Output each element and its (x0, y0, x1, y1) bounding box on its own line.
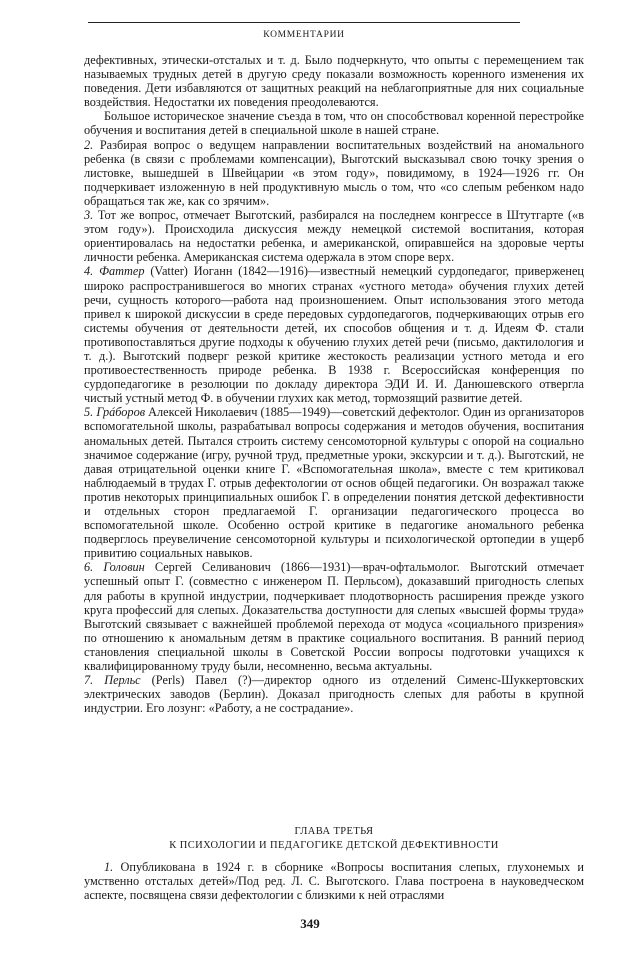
chapter-body (84, 860, 584, 902)
note-name: Перльс (104, 673, 141, 688)
chapter-subtitle: К ПСИХОЛОГИИ И ПЕДАГОГИКЕ ДЕТСКОЙ ДЕФЕКТИВНОСТИ (169, 840, 499, 851)
note-text: Алексей Николаевич (1885—1949)—советский дефектолог. Один из организаторов вспомогательной школы, разрабатывал вопросы содержания и методов обучения, воспитания аномальных детей. Пытался строить систему сенсомоторной культуры с опорой на социально значимое содержание (игру, ручной труд, предметные уроки, экскурсии и т. д.). Выготский, не давая отрицательной оценки книге Г. «Вспомогательная школа», вместе с тем критиковал наблюдаемый в трудах Г. отрыв дефектологии от основ общей педагогики. Он возражал также против некоторых принципиальных ошибок Г. в определении понятия детской дефективности и отдельных сторон предлагаемой Г. организации педагогического процесса во вспомогательной школе. Особенно острой критике в педагогике аномального ребенка подверглось преувеличение сенсомоторной культуры и психологической ортопедии в ущерб привитию социальных навыков. (84, 405, 585, 561)
note-3 (84, 208, 584, 264)
paragraph-historic: Большое историческое значение съезда в том, что он способствовал коренной перестройке обучения и воспитания детей в специальной школе в нашей стране. (84, 109, 584, 138)
note-2 (84, 138, 584, 208)
note-name: Головин (103, 560, 145, 575)
note-number: 4. (84, 264, 94, 279)
note-number: 2. (84, 137, 94, 152)
comments-body (84, 53, 584, 715)
note-text: Разбирая вопрос о ведущем направлении воспитательных воздействий на аномального ребенка (в связи с проблемами компенсации), Выготский высказывал свою точку зрения о листовке, вышедшей в Швейцарии «в этом году», повидимому, в 1924—1926 гг. Он подчеркивает изложенную в ней продуктивную мысль о том, что «со слепым ребенком надо обращаться так же, как со зрячим». (84, 137, 584, 208)
note-text: Тот же вопрос, отмечает Выготский, разбирался на последнем конгрессе в Штутгарте («в этом году»). Происходила дискуссия между немецкой системой воспитания, которая ориентировалась на недостатки ребенка, и американской, опиравшейся на здоровые черты личности ребенка. Американская система одержала в этом споре верх. (84, 208, 584, 265)
paragraph-intro: дефективных, этически-отсталых и т. д. Было подчеркнуто, что опыты с перемещением так называемых трудных детей в другую среду показали возможность коренного изменения их поведения. Дети избавляются от защитных реакций на неблагоприятные для них социальные воздействия. Недостатки их поведения преодолеваются. (84, 53, 584, 110)
note-number: 5. (84, 405, 94, 420)
note-name: Фаттер (99, 264, 145, 279)
note-4 (84, 264, 584, 405)
note-text: Сергей Селиванович (1866—1931)—врач-офтальмолог. Выготский отмечает успешный опыт Г. (совместно с инженером П. Перльсом), доказавший пригодность слепых для работы в крупной индустрии, подчеркивает плодотворность расширения прежде узкого круга профессий для слепых. Доказательства доступности для слепых «высшей формы труда» Выготский связывает с важнейшей проблемой перехода от модуса «социального призрения» по отношению к аномальным детям в практике социального воспитания. В ранний период становления специальной школы в Советской России вопросы подготовки учащихся к квалифицированному труду были, несомненно, весьма актуальны. (84, 560, 584, 674)
note-text: Опубликована в 1924 г. в сборнике «Вопросы воспитания слепых, глухонемых и умственно отсталых детей»/Под ред. Л. С. Выготского. Глава построена в науковедческом аспекте, посвящена связи дефектологии с близкими к ней отраслями (84, 860, 585, 903)
note-name: Грáборов (96, 405, 146, 420)
note-number: 7. (84, 673, 94, 688)
running-header: КОММЕНТАРИИ (263, 30, 345, 40)
page-number: 349 (300, 916, 320, 931)
note-6 (84, 560, 584, 673)
note-text: (Vatter) Иоганн (1842—1916)—известный немецкий сурдопедагог, приверженец широко распространившегося во многих странах «устного метода» обучения глухих детей речи, сущность которого—работа над произношением. Опыт использования этого метода привел к широкой дискуссии в среде передовых сурдопедагогов, подчеркивающих отрыв его системы обучения от деятельности детей, их способов общения и т. д. Идеям Ф. стали противопоставляться другие подходы к обучению глухих детей речи (письмо, дактилология и т. д.). Выготский подверг резкой критике жестокость реализации устного метода и его противоестественность природе ребенка. В 1938 г. Всероссийская конференция по сурдопедагогике в резолюции по докладу директора ЭДИ И. И. Данюшевского отвергла чистый устный метод Ф. в обучении глухих как метод, тормозящий развитие детей. (84, 264, 584, 406)
note-7 (84, 673, 584, 715)
chapter-note-1 (84, 860, 584, 902)
chapter-heading: ГЛАВА ТРЕТЬЯ (294, 826, 374, 837)
note-number: 1. (104, 860, 114, 874)
note-number: 6. (84, 560, 94, 575)
note-number: 3. (84, 208, 94, 223)
header-rule (88, 22, 520, 23)
note-text: (Perls) Павел (?)—директор одного из отделений Сименс-Шуккертовских электрических заводов (Берлин). Доказал пригодность слепых для работы в крупной индустрии. Его лозунг: «Работу, а не сострадание». (84, 673, 584, 716)
note-5 (84, 405, 584, 560)
